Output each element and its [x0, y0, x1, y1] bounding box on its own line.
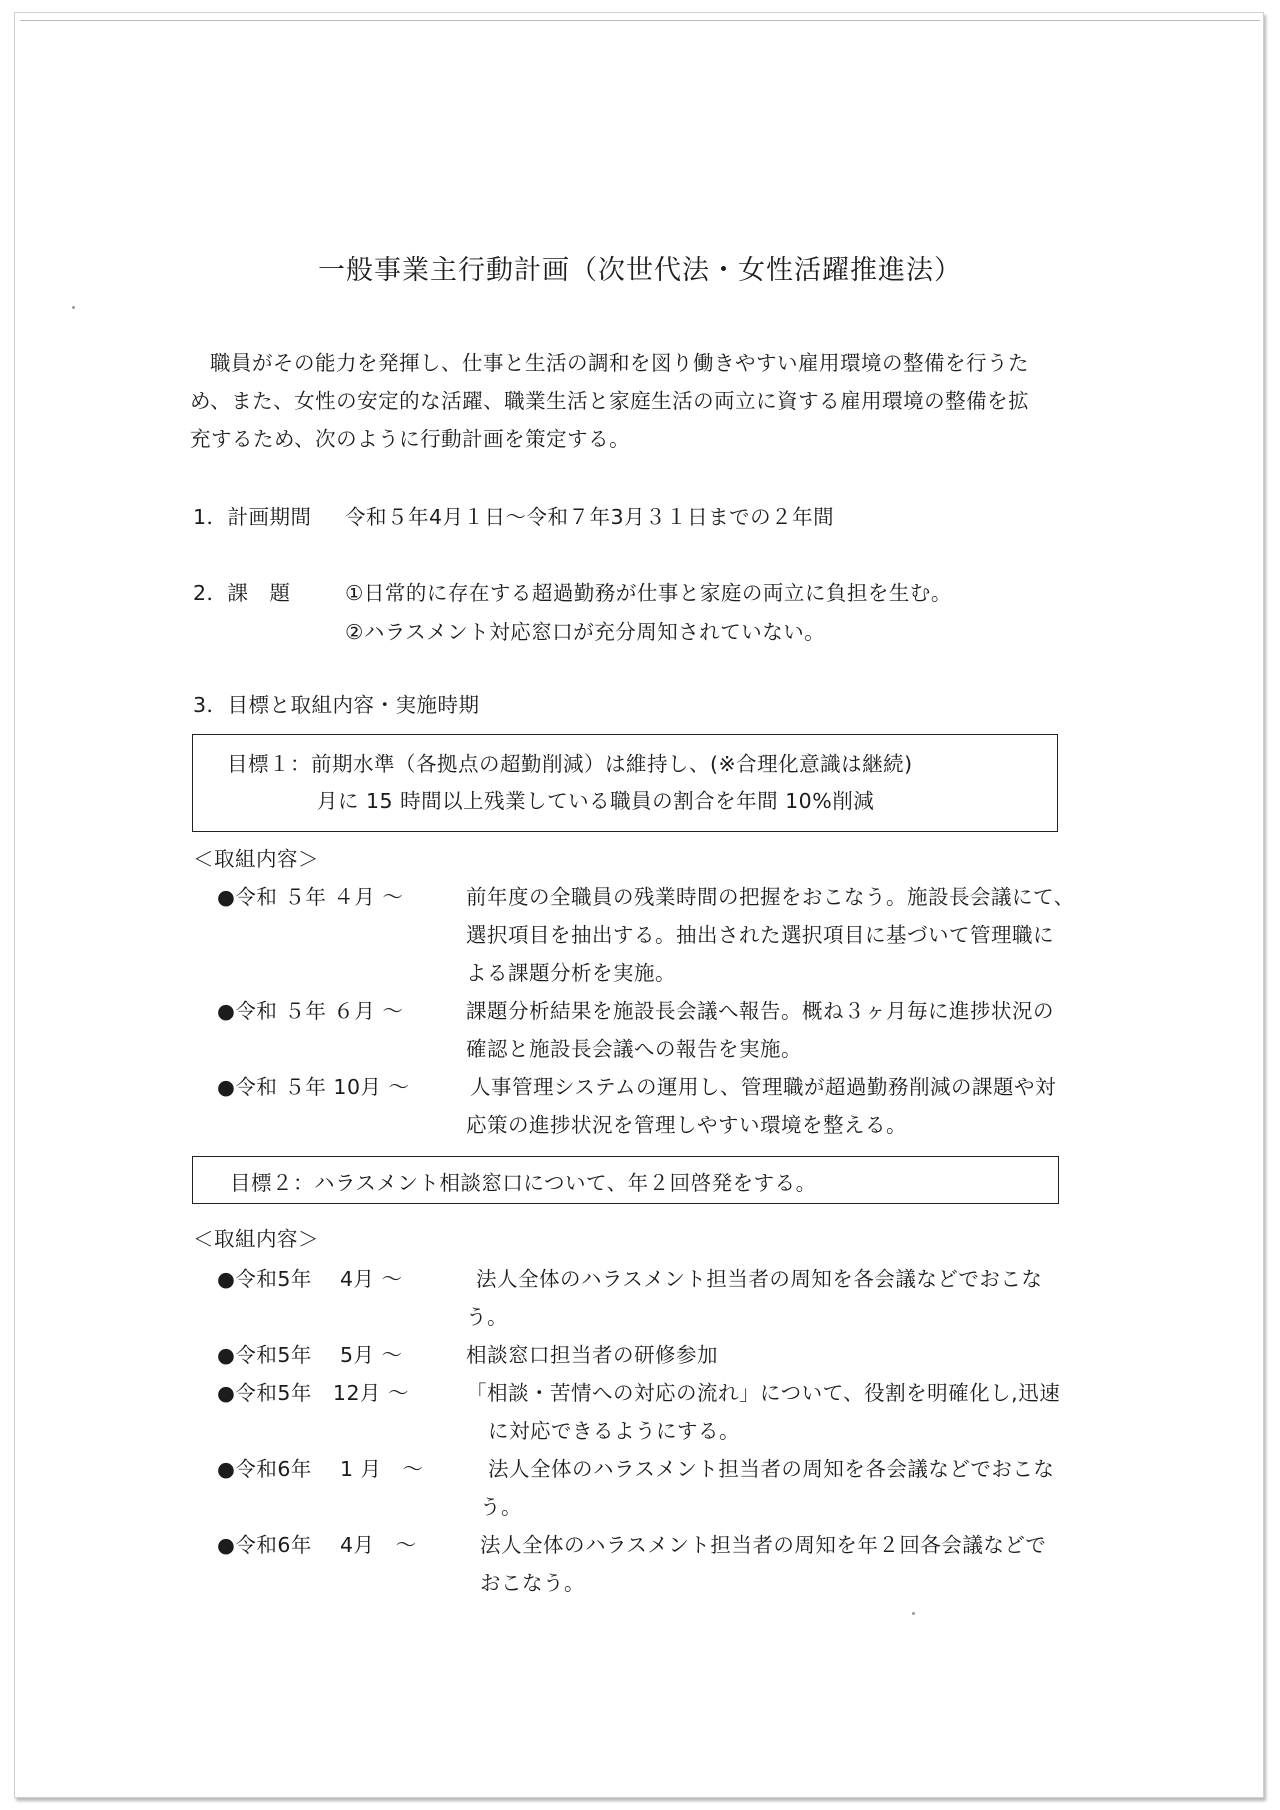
- intro-line-1: 職員がその能力を発揮し、仕事と生活の調和を図り働きやすい雇用環境の整備を行うた: [210, 351, 1029, 375]
- goal-2-action-4-text-1: 法人全体のハラスメント担当者の周知を各会議などでおこな: [488, 1457, 1055, 1481]
- goal-2-action-5-text-2: おこなう。: [480, 1571, 585, 1595]
- scan-speck: [912, 1612, 915, 1615]
- goal-1-action-1-date: ●令和 ５年 ４月 ～: [217, 885, 404, 909]
- section-2-item-1: ①日常的に存在する超過勤務が仕事と家庭の両立に負担を生む。: [345, 581, 952, 605]
- goal-1-actions-heading: ＜取組内容＞: [193, 847, 319, 871]
- goal-2-action-1-text-2: う。: [466, 1305, 508, 1329]
- goal-2-action-5-text-1: 法人全体のハラスメント担当者の周知を年２回各会議などで: [480, 1533, 1047, 1557]
- goal-1-action-1-text-1: 前年度の全職員の残業時間の把握をおこなう。施設長会議にて、: [466, 885, 1075, 909]
- goal-1-line-2: 月に 15 時間以上残業している職員の割合を年間 10%削減: [317, 789, 875, 813]
- goal-1-action-3-text-1: 人事管理システムの運用し、管理職が超過勤務削減の課題や対: [470, 1075, 1056, 1099]
- goal-2-action-3-text-1: 「相談・苦情への対応の流れ」について、役割を明確化し,迅速: [466, 1381, 1061, 1405]
- goal-1-action-2-date: ●令和 ５年 ６月 ～: [217, 999, 404, 1023]
- goal-1-line-1: 目標１：前期水準（各拠点の超勤削減）は維持し、(※合理化意識は継続): [227, 752, 913, 776]
- goal-1-action-1-text-2: 選択項目を抽出する。抽出された選択項目に基づいて管理職に: [466, 923, 1054, 947]
- goal-2-line-1: 目標２：ハラスメント相談窓口について、年２回啓発をする。: [230, 1171, 817, 1195]
- goal-1-action-2-text-1: 課題分析結果を施設長会議へ報告。概ね３ヶ月毎に進捗状況の: [466, 999, 1054, 1023]
- scan-edge-line: [20, 20, 1260, 21]
- goal-2-action-3-date: ●令和5年 12月 ～: [217, 1381, 410, 1405]
- goal-1-action-1-text-3: よる課題分析を実施。: [466, 961, 676, 985]
- section-2-item-2: ②ハラスメント対応窓口が充分周知されていない。: [345, 620, 826, 644]
- document-title: 一般事業主行動計画（次世代法・女性活躍推進法）: [318, 255, 962, 286]
- section-1-text: 令和５年4月１日～令和７年3月３１日までの２年間: [345, 505, 835, 529]
- goal-2-action-2-text-1: 相談窓口担当者の研修参加: [466, 1343, 718, 1367]
- goal-1-action-3-text-2: 応策の進捗状況を管理しやすい環境を整える。: [466, 1113, 907, 1137]
- goal-2-action-4-date: ●令和6年 1 月 ～: [217, 1457, 424, 1481]
- section-3-label: 3．目標と取組内容・実施時期: [193, 693, 480, 717]
- goal-2-action-4-text-2: う。: [480, 1495, 522, 1519]
- goal-2-action-5-date: ●令和6年 4月 ～: [217, 1533, 417, 1557]
- goal-2-action-1-date: ●令和5年 4月 ～: [217, 1267, 403, 1291]
- goal-1-action-3-date: ●令和 ５年 10月 ～: [217, 1075, 410, 1099]
- goal-1-action-2-text-2: 確認と施設長会議への報告を実施。: [466, 1037, 802, 1061]
- intro-line-2: め、また、女性の安定的な活躍、職業生活と家庭生活の両立に資する雇用環境の整備を拡: [190, 389, 1030, 413]
- intro-line-3: 充するため、次のように行動計画を策定する。: [190, 427, 631, 451]
- section-1-label: 1．計画期間: [193, 505, 312, 529]
- section-2-label: 2．課 題: [193, 581, 291, 605]
- goal-2-action-1-text-1: 法人全体のハラスメント担当者の周知を各会議などでおこな: [476, 1267, 1043, 1291]
- goal-2-actions-heading: ＜取組内容＞: [193, 1227, 319, 1251]
- goal-2-action-3-text-2: に対応できるようにする。: [488, 1419, 740, 1443]
- scan-speck: [72, 306, 75, 309]
- goal-2-action-2-date: ●令和5年 5月 ～: [217, 1343, 403, 1367]
